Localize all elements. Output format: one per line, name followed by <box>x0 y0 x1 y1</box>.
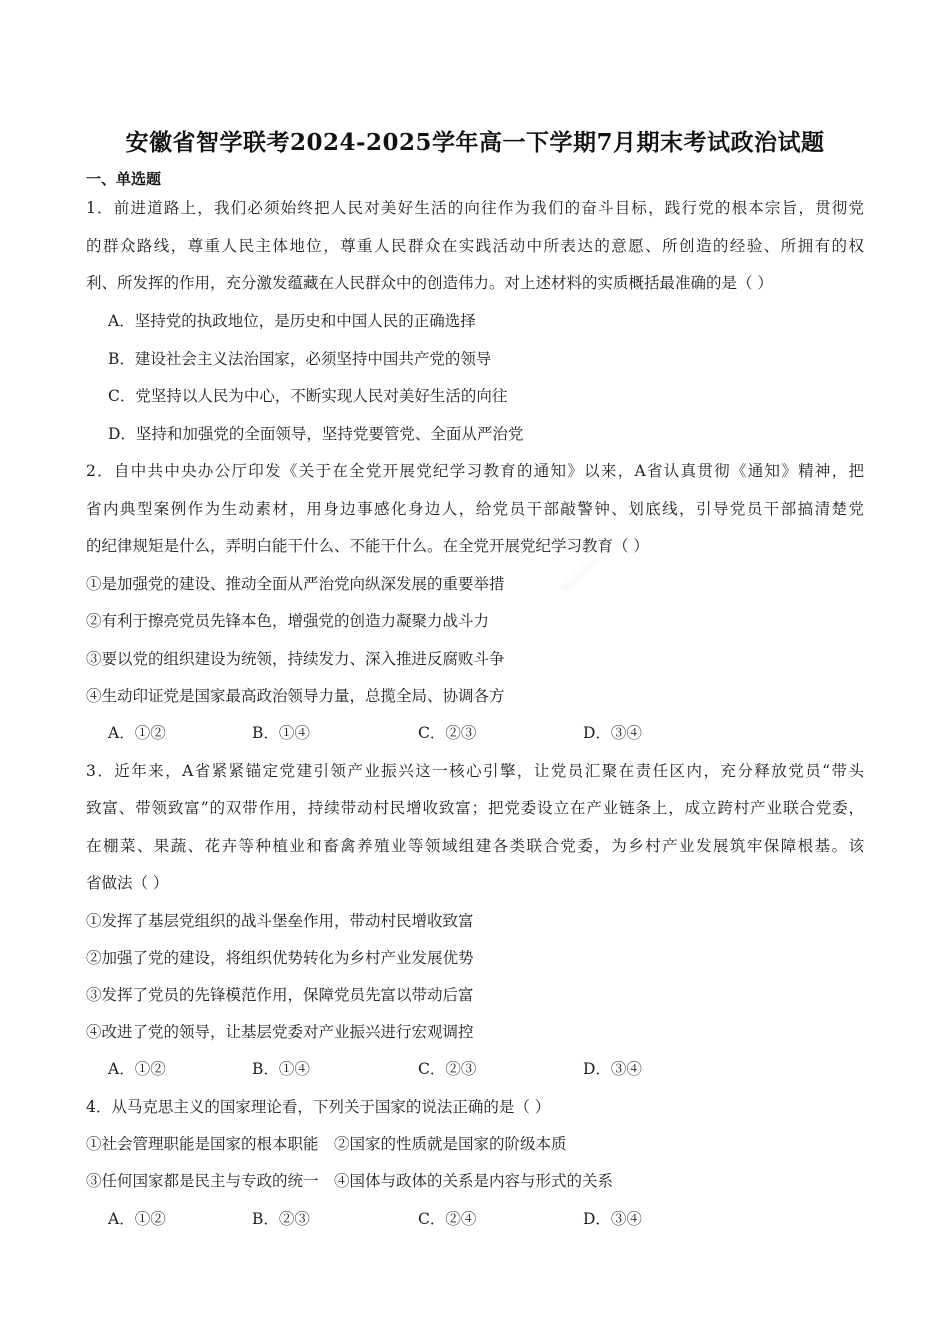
question-4-statements-row-1: ①社会管理职能是国家的根本职能 ②国家的性质就是国家的阶级本质 <box>86 1135 567 1153</box>
question-2-statement-1: ①是加强党的建设、推动全面从严治党向纵深发展的重要举措 <box>86 575 505 593</box>
question-3-choice-b[interactable]: B．①④ <box>252 1060 310 1078</box>
question-2-statement-3: ③要以党的组织建设为统领，持续发力、深入推进反腐败斗争 <box>86 650 505 668</box>
question-1-option-d[interactable]: D．坚持和加强党的全面领导，坚持党要管党、全面从严治党 <box>108 425 524 443</box>
question-1-option-a[interactable]: A．坚持党的执政地位，是历史和中国人民的正确选择 <box>108 312 476 330</box>
question-1-stem-line-3: 利、所发挥的作用，充分激发蕴藏在人民群众中的创造伟力。对上述材料的实质概括最准确的是（ ） <box>86 274 773 292</box>
question-1-stem-line-2: 的群众路线，尊重人民主体地位，尊重人民群众在实践活动中所表达的意愿、所创造的经验、所拥有的权 <box>86 237 864 255</box>
section-heading: 一、单选题 <box>86 170 162 188</box>
question-2-choice-c[interactable]: C．②③ <box>418 724 477 742</box>
question-3-stem-line-3: 在棚菜、果蔬、花卉等种植业和畜禽养殖业等领域组建各类联合党委，为乡村产业发展筑牢保障根基。该 <box>86 837 864 855</box>
question-3-statement-1: ①发挥了基层党组织的战斗堡垒作用，带动村民增收致富 <box>86 912 474 930</box>
question-2-choice-d[interactable]: D．③④ <box>583 724 642 742</box>
question-3-statement-3: ③发挥了党员的先锋模范作用，保障党员先富以带动后富 <box>86 986 474 1004</box>
question-4-stem-line-1: 4．从马克思主义的国家理论看，下列关于国家的说法正确的是（ ） <box>86 1098 551 1116</box>
question-3-stem-line-1: 3．近年来，A省紧紧锚定党建引领产业振兴这一核心引擎，让党员汇聚在责任区内，充分释放党员“带头 <box>86 762 864 780</box>
question-4-choice-b[interactable]: B．②③ <box>252 1210 310 1228</box>
question-3-statement-2: ②加强了党的建设，将组织优势转化为乡村产业发展优势 <box>86 949 474 967</box>
faint-watermark <box>540 560 620 590</box>
question-2-choice-a[interactable]: A．①② <box>108 724 166 742</box>
question-2-stem-line-3: 的纪律规矩是什么，弄明白能干什么、不能干什么。在全党开展党纪学习教育（ ） <box>86 537 649 555</box>
question-3-statement-4: ④改进了党的领导，让基层党委对产业振兴进行宏观调控 <box>86 1023 474 1041</box>
question-2-statement-4: ④生动印证党是国家最高政治领导力量，总揽全局、协调各方 <box>86 687 505 705</box>
question-3-stem-line-4: 省做法（ ） <box>86 874 169 892</box>
question-2-statement-2: ②有利于擦亮党员先锋本色，增强党的创造力凝聚力战斗力 <box>86 612 490 630</box>
question-3-stem-line-2: 致富、带领致富”的双带作用，持续带动村民增收致富；把党委设立在产业链条上，成立跨村产业联合党委， <box>86 799 864 817</box>
question-4-choice-c[interactable]: C．②④ <box>418 1210 477 1228</box>
question-2-choice-b[interactable]: B．①④ <box>252 724 310 742</box>
question-1-option-c[interactable]: C．党坚持以人民为中心，不断实现人民对美好生活的向往 <box>108 387 508 405</box>
question-3-choice-c[interactable]: C．②③ <box>418 1060 477 1078</box>
question-1-option-b[interactable]: B．建设社会主义法治国家，必须坚持中国共产党的领导 <box>108 350 492 368</box>
document-title: 安徽省智学联考2024-2025学年高一下学期7月期末考试政治试题 <box>125 129 825 156</box>
question-2-stem-line-2: 省内典型案例作为生动素材，用身边事感化身边人，给党员干部敲警钟、划底线，引导党员干部搞清楚党 <box>86 500 864 518</box>
question-1-stem-line-1: 1．前进道路上，我们必须始终把人民对美好生活的向往作为我们的奋斗目标，践行党的根本宗旨，贯彻党 <box>86 199 864 217</box>
question-4-statements-row-2: ③任何国家都是民主与专政的统一 ④国体与政体的关系是内容与形式的关系 <box>86 1172 614 1190</box>
question-4-choice-a[interactable]: A．①② <box>108 1210 166 1228</box>
question-3-choice-a[interactable]: A．①② <box>108 1060 166 1078</box>
question-3-choice-d[interactable]: D．③④ <box>583 1060 642 1078</box>
question-2-stem-line-1: 2．自中共中央办公厅印发《关于在全党开展党纪学习教育的通知》以来，A省认真贯彻《通知》精神，把 <box>86 462 864 480</box>
question-4-choice-d[interactable]: D．③④ <box>583 1210 642 1228</box>
